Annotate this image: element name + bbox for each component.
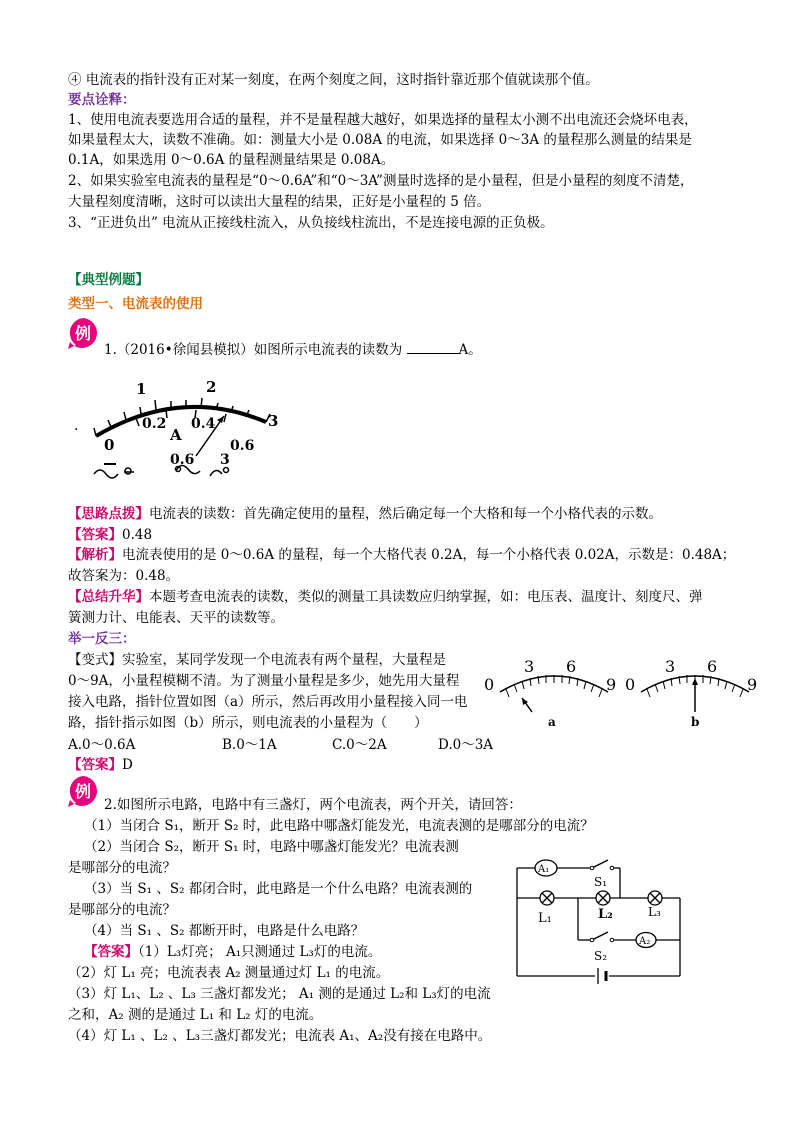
analysis-line: 【解析】电流表使用的是 0～0.6A 的量程，每一个大格代表 0.2A，每一个小格代表 0.02A，示数是：0.48A；: [68, 547, 736, 563]
dial-b: [625, 648, 765, 730]
dial-label: 9: [747, 675, 758, 694]
hint-line: 【思路点拨】电流表的读数：首先确定使用的量程，然后确定每一个大格和每一个小格代表的示数。: [68, 506, 662, 522]
dial-label: 6: [566, 657, 577, 676]
dial-label: 3: [665, 657, 676, 676]
question-2-line: （1）当闭合 S₁，断开 S₂ 时，此电路中哪盏灯能发光，电流表测的是哪部分的电流？: [84, 818, 594, 834]
dial-label: 0: [484, 675, 495, 694]
q2-answer-line: （3）灯 L₁、L₂ 、L₃ 三盏灯都发光； A₁ 测的是通过 L₂和 L₃灯的电流: [68, 986, 491, 1002]
example-badge: [66, 774, 100, 808]
big-tick-label: 1: [136, 380, 147, 398]
key-point-line: 3、“正进负出” 电流从正接线柱流入，从负接线柱流出，不是连接电源的正负极。: [68, 215, 554, 231]
example-badge-text: 例: [74, 782, 92, 801]
question-2-intro: 2.如图所示电路，电路中有三盏灯，两个电流表，两个开关，请回答：: [104, 797, 522, 813]
question-2-line: （2）当闭合 S₂，断开 S₁ 时，电路中哪盏灯能发光？电流表测: [84, 839, 459, 855]
dial-a: [484, 648, 624, 730]
dot-mark: .: [74, 418, 79, 434]
reading-rule-4: ④ 电流表的指针没有正对某一刻度，在两个刻度之间，这时指针靠近那个值就读那个值。: [68, 72, 599, 88]
dial-label: 3: [524, 657, 535, 676]
variant-line: 0～9A，小量程模糊不清。为了测量小量程是多少，她先用大量程: [68, 673, 460, 689]
analysis-line: 故答案为：0.48。: [68, 568, 180, 584]
big-tick-label: 2: [206, 378, 217, 396]
variant-title: 举一反三：: [68, 631, 136, 647]
key-point-line: 1、使用电流表要选用合适的量程，并不是量程越大越好，如果选择的量程太小测不出电流还会烧坏电表，: [68, 112, 698, 128]
option-d: D.0～3A: [438, 737, 494, 753]
question-2-line: 是哪部分的电流？: [68, 860, 176, 876]
q2-answer-line: （2）灯 L₁ 亮；电流表表 A₂ 测量通过灯 L₁ 的电流。: [68, 965, 390, 981]
variant-line: 接入电路，指针位置如图（a）所示，然后再改用小量程接入同一电: [68, 694, 468, 710]
dial-label: 6: [707, 657, 718, 676]
unit-label: A: [170, 426, 182, 444]
key-point-line: 0.1A，如果选用 0～0.6A 的量程测量结果是 0.08A。: [68, 152, 395, 168]
option-c: C.0～2A: [332, 737, 387, 753]
summary-line: 【总结升华】本题考查电流表的读数，类似的测量工具读数应归纳掌握，如：电压表、温度计、刻度尺、弹: [68, 589, 703, 605]
circuit-diagram: [512, 852, 688, 984]
summary-line: 簧测力计、电能表、天平的读数等。: [68, 610, 284, 626]
question-2-line: 是哪部分的电流？: [68, 902, 176, 918]
big-tick-label: 3: [268, 412, 279, 430]
variant-line: 【变式】实验室，某同学发现一个电流表有两个量程，大量程是: [68, 652, 446, 668]
terminal-label: 0.6: [170, 452, 195, 468]
variant-line: 路，指针指示如图（b）所示，则电流表的小量程为（ ）: [68, 715, 428, 731]
option-b: B.0～1A: [222, 737, 277, 753]
answer-line: 【答案】0.48: [68, 527, 153, 543]
switch-s1: S₁: [594, 875, 608, 889]
ammeter-a1: A₁: [538, 864, 550, 875]
small-tick-label: 0.4: [191, 416, 216, 432]
type-title: 类型一、电流表的使用: [68, 296, 203, 312]
key-points-title: 要点诠释：: [68, 92, 136, 108]
switch-s2: S₂: [594, 949, 608, 963]
q2-answer-line: 之和，A₂ 测的是通过 L₁ 和 L₂ 灯的电流。: [68, 1007, 323, 1023]
big-tick-label: 0: [104, 436, 115, 454]
section-title: 【典型例题】: [68, 272, 149, 288]
option-a: A.0～0.6A: [68, 737, 136, 753]
example-badge: [66, 316, 100, 350]
key-point-line: 如果量程太大，读数不准确。如：测量大小是 0.08A 的电流，如果选择 0～3A 的量程那么测量的结果是: [68, 132, 692, 148]
small-tick-label: 0.2: [142, 416, 167, 432]
q2-answer-line: 【答案】（1）L₃灯亮； A₁只测通过 L₃灯的电流。: [84, 944, 382, 960]
small-tick-label: 0.6: [230, 438, 255, 454]
lamp-l2: L₂: [598, 907, 613, 922]
question-2-line: （3）当 S₁ 、S₂ 都闭合时，此电路是一个什么电路？电流表测的: [84, 881, 473, 897]
answer-blank: [407, 339, 459, 354]
example-badge-text: 例: [74, 324, 92, 343]
question-1: 1.（2016•徐闻县模拟）如图所示电流表的读数为 A。: [104, 339, 482, 360]
lamp-l1: L₁: [538, 911, 552, 926]
terminal-label: 3: [220, 452, 230, 468]
ammeter-figure: [66, 376, 296, 482]
lamp-l3: L₃: [648, 905, 661, 919]
key-point-line: 大量程刻度清晰，这时可以读出大量程的结果，正好是小量程的 5 倍。: [68, 194, 491, 210]
dial-b-label: b: [691, 715, 700, 729]
question-2-line: （4）当 S₁ 、S₂ 都断开时，电路是什么电路？: [84, 923, 365, 939]
q2-answer-line: （4）灯 L₁ 、L₂ 、L₃三盏灯都发光；电流表 A₁、A₂没有接在电路中。: [68, 1028, 492, 1044]
variant-answer-line: 【答案】D: [68, 757, 133, 773]
key-point-line: 2、如果实验室电流表的量程是“0～0.6A”和“0～3A”测量时选择的是小量程，但是小量程的刻度不清楚，: [68, 173, 694, 189]
ammeter-a2: A₂: [639, 936, 651, 947]
dial-label: 9: [606, 675, 617, 694]
dial-label: 0: [625, 675, 636, 694]
dial-a-label: a: [548, 715, 556, 729]
